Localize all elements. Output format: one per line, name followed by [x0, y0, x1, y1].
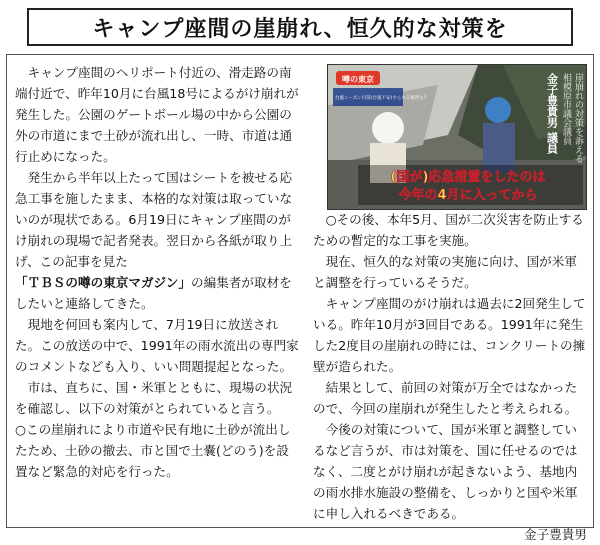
right-paragraph-5: 今後の対策について、国が米軍と調整しているなど言うが、市は対策を、国に任せるのではなく、二度とがけ崩れが起きないよう、基地内の雨水排水施設の整備を、しっかりと国や米軍に申し入れるべきである。	[313, 422, 578, 521]
news-photo-illustration	[328, 65, 587, 210]
right-paragraph-4: 結果として、前回の対策が万全ではなかったので、今回の崖崩れが発生したと考えられる。	[313, 380, 578, 416]
photo-small-caption: 台風シーズン目前(台風不安)さらなる被害も?	[335, 96, 427, 101]
photo-name-label: 金子豊貴男 議員	[545, 73, 559, 154]
left-paragraph-2: 発生から半年以上たって国はシートを被せる応急工事を施したまま、本格的な対策は取っていないのが現状である。6月19日にキャンプ座間のがけ崩れの現場で記者発表。翌日から各紙が取り上げ、この記事を見た「ＴＢＳの噂の東京マガジン」の編集者が取材をしたいと連絡してきた。	[15, 170, 293, 311]
author-signature: 金子豊貴男	[524, 527, 587, 542]
program-logo: 噂の東京	[342, 75, 374, 84]
photo-caption-line-2: 今年の4月に入ってから	[398, 188, 538, 203]
right-paragraph-3: キャンプ座間のがけ崩れは過去に2回発生している。昨年10月が3回目である。1991年に発生した2度目の崖崩れの時には、コンクリートの擁壁が造られた。	[313, 296, 586, 374]
right-paragraph-2: 現在、恒久的な対策の実施に向け、国が米軍と調整を行っているそうだ。	[313, 254, 577, 290]
right-paragraph-1: ○その後、本年5月、国が二次災害を防止するための暫定的な工事を実施。	[313, 212, 584, 248]
left-paragraph-1: キャンプ座間のヘリポート付近の、滑走路の南端付近で、昨年10月に台風18号によるがけ崩れが発生した。公園のゲートボール場の中から公園の外の市道にまで土砂が流れ出し、一時、市道は通行止めになった。	[15, 65, 299, 164]
program-name: 「ＴＢＳの噂の東京マガジン」	[15, 275, 191, 290]
right-column	[313, 209, 587, 545]
left-paragraph-5: ○この崖崩れにより市道や民有地に土砂が流出したため、土砂の撤去、市と国で土嚢(どのう)を設置など緊急的対応を行った。	[15, 422, 291, 479]
left-paragraph-3: 現地を何回も案内して、7月19日に放送された。この放送の中で、1991年の雨水流出の専門家のコメントなども入り、いい問題提起となった。	[15, 317, 299, 374]
news-photo	[327, 64, 587, 210]
photo-vertical-text: 崖崩れの対策を訴える	[573, 73, 583, 163]
left-paragraph-4: 市は、直ちに、国・米軍とともに、現場の状況を確認し、以下の対策がとられていると言う。	[15, 380, 293, 416]
left-column	[15, 62, 300, 482]
article-title: キャンプ座間の崖崩れ、恒久的な対策を	[92, 16, 508, 42]
photo-vertical-text-2: 相模原市議会議員	[561, 73, 571, 145]
article-title-box	[27, 8, 573, 46]
photo-caption-line-1: (国が)応急措置をしたのは	[390, 170, 546, 185]
